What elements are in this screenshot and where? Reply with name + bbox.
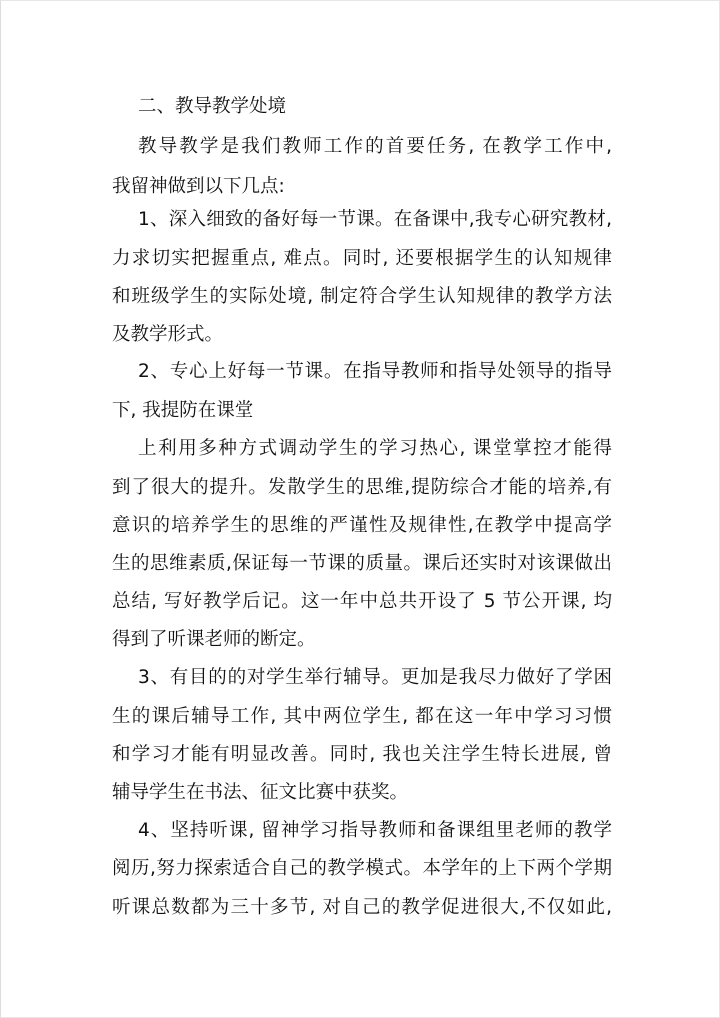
paragraph-line: 生的思维素质,保证每一节课的质量。课后还实时对该课做出	[112, 553, 612, 574]
paragraph-line: 得到了听课老师的断定。	[112, 629, 316, 650]
paragraph-line: 4、坚持听课, 留神学习指导教师和备课组里老师的教学	[138, 820, 612, 841]
paragraph-line: 力求切实把握重点, 难点。同时, 还要根据学生的认知规律	[112, 248, 612, 269]
paragraph-line: 教导教学是我们教师工作的首要任务, 在教学工作中,	[138, 136, 612, 157]
paragraph-line: 辅导学生在书法、征文比赛中获奖。	[112, 782, 409, 803]
paragraph-line: 上利用多种方式调动学生的学习热心, 课堂掌控才能得	[138, 438, 612, 459]
paragraph-line: 我留神做到以下几点:	[112, 176, 285, 197]
paragraph-line: 总结, 写好教学后记。这一年中总共开设了 5 节公开课, 均	[112, 591, 612, 612]
paragraph-line: 和学习才能有明显改善。同时, 我也关注学生特长进展, 曾	[112, 744, 612, 765]
paragraph-line: 意识的培养学生的思维的严谨性及规律性,在教学中提高学	[112, 515, 612, 536]
paragraph-line: 下, 我提防在课堂	[112, 400, 254, 421]
paragraph-line: 3、有目的的对学生举行辅导。更加是我尽力做好了学困	[138, 667, 612, 688]
paragraph-line: 和班级学生的实际处境, 制定符合学生认知规律的教学方法	[112, 286, 612, 307]
paragraph-line: 生的课后辅导工作, 其中两位学生, 都在这一年中学习习惯	[112, 706, 612, 727]
paragraph-line: 及教学形式。	[112, 324, 224, 345]
section-heading: 二、教导教学处境	[138, 96, 287, 117]
paragraph-line: 阅历,努力探索适合自己的教学模式。本学年的上下两个学期	[112, 858, 612, 879]
paragraph-line: 1、深入细致的备好每一节课。在备课中,我专心研究教材,	[138, 209, 612, 230]
paragraph-line: 听课总数都为三十多节, 对自己的教学促进很大,不仅如此,	[112, 897, 612, 918]
paragraph-line: 2、专心上好每一节课。在指导教师和指导处领导的指导	[138, 361, 612, 382]
paragraph-line: 到了很大的提升。发散学生的思维,提防综合才能的培养,有	[112, 477, 612, 498]
